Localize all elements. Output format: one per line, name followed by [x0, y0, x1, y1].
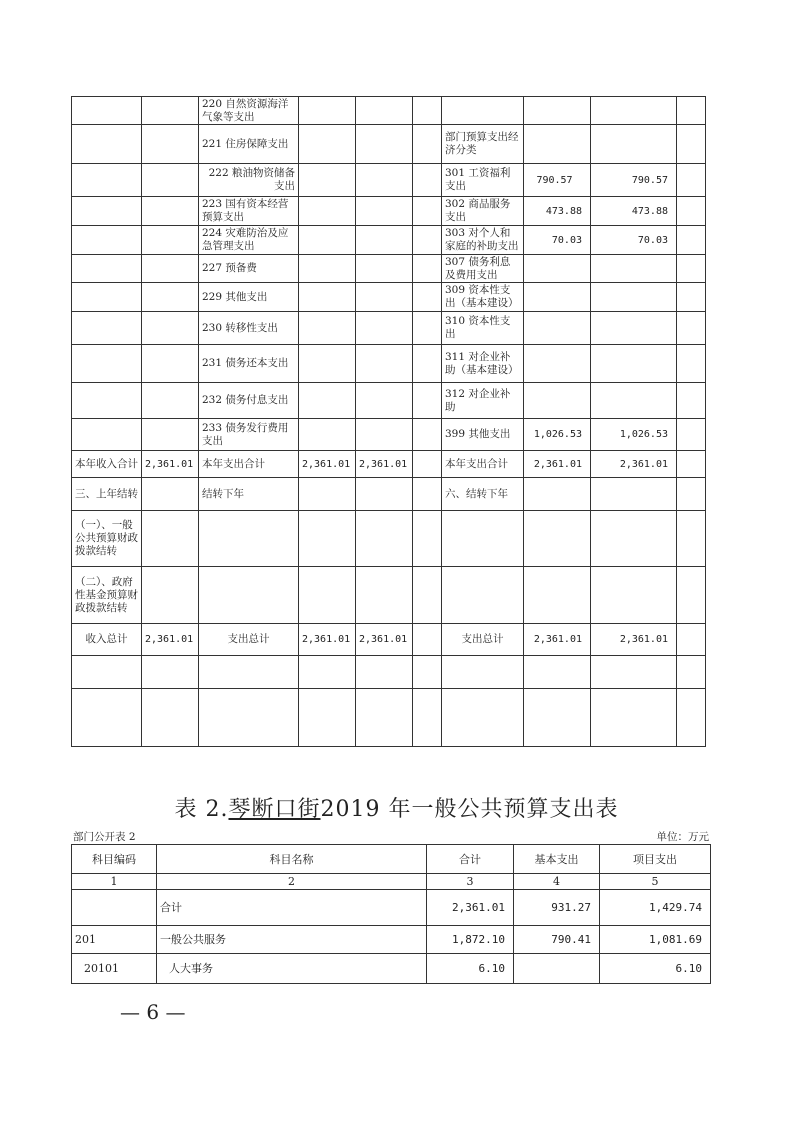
cell-c4: [299, 419, 356, 451]
cell-c4: [299, 255, 356, 283]
table-row: [72, 312, 706, 345]
cell-c5: [356, 197, 413, 226]
cell-c3: 223 国有资本经营预算支出: [199, 197, 299, 226]
row-basic: 790.41: [514, 926, 600, 954]
cell-c2: [142, 383, 199, 419]
cell-c1: [72, 312, 142, 345]
cell-c2: [142, 511, 199, 567]
income-expense-summary-table: [71, 96, 706, 747]
unit-label: 单位：万元: [656, 831, 709, 843]
cell-c8: [524, 345, 591, 383]
column-number-row: [72, 874, 711, 890]
row-code: 201: [72, 926, 157, 954]
cell-c6: [413, 511, 442, 567]
cell-c1: [72, 197, 142, 226]
table-row: [72, 689, 706, 747]
cell-c7: 309 资本性支出（基本建设）: [442, 283, 524, 312]
cell-c10: [677, 383, 706, 419]
cell-c7: 部门预算支出经济分类: [442, 125, 524, 164]
cell-c10: [677, 689, 706, 747]
cell-c9: [591, 125, 677, 164]
cell-c6: [413, 624, 442, 656]
table-row: [72, 197, 706, 226]
cell-c4: [299, 226, 356, 255]
cell-c1: [72, 164, 142, 197]
cell-c6: [413, 197, 442, 226]
cell-c8: [524, 283, 591, 312]
cell-c9: 473.88: [591, 197, 677, 226]
cell-c1: [72, 255, 142, 283]
cell-c6: [413, 283, 442, 312]
cell-c6: [413, 451, 442, 478]
cell-c8: 2,361.01: [524, 624, 591, 656]
cell-c5: [356, 478, 413, 511]
cell-c6: [413, 255, 442, 283]
table-row: [72, 125, 706, 164]
cell-c9: [591, 345, 677, 383]
header-basic: 基本支出: [514, 845, 600, 874]
table-row: [72, 478, 706, 511]
cell-c9: [591, 511, 677, 567]
cell-c6: [413, 419, 442, 451]
cell-c3: 232 债务付息支出: [199, 383, 299, 419]
row-name: 一般公共服务: [157, 926, 427, 954]
cell-c2: [142, 419, 199, 451]
cell-c8: [524, 383, 591, 419]
table-row: [72, 511, 706, 567]
cell-c7: 六、结转下年: [442, 478, 524, 511]
row-code: [72, 890, 157, 926]
cell-c3: 230 转移性支出: [199, 312, 299, 345]
cell-c8: [524, 312, 591, 345]
cell-c10: [677, 164, 706, 197]
cell-c4: [299, 283, 356, 312]
page-number: — 6 —: [120, 1000, 186, 1024]
cell-c4: [299, 656, 356, 689]
cell-c10: [677, 125, 706, 164]
cell-c10: [677, 478, 706, 511]
cell-c1: [72, 656, 142, 689]
cell-c5: 2,361.01: [356, 624, 413, 656]
cell-c8: 790.57: [524, 164, 591, 197]
cell-c5: [356, 255, 413, 283]
cell-c1: [72, 689, 142, 747]
cell-c1: [72, 419, 142, 451]
cell-c10: [677, 197, 706, 226]
header-code: 科目编码: [72, 845, 157, 874]
cell-c4: [299, 511, 356, 567]
cell-c9: 2,361.01: [591, 624, 677, 656]
cell-c1: 收入总计: [72, 624, 142, 656]
cell-c6: [413, 567, 442, 624]
table-row: [72, 226, 706, 255]
table-row: [72, 656, 706, 689]
cell-c1: [72, 283, 142, 312]
cell-c6: [413, 656, 442, 689]
cell-c7: 307 债务利息及费用支出: [442, 255, 524, 283]
cell-c9: [591, 478, 677, 511]
cell-c5: [356, 419, 413, 451]
cell-c5: [356, 511, 413, 567]
cell-c4: [299, 197, 356, 226]
cell-c2: [142, 255, 199, 283]
cell-c4: 2,361.01: [299, 624, 356, 656]
cell-c9: 2,361.01: [591, 451, 677, 478]
cell-c7: 312 对企业补助: [442, 383, 524, 419]
cell-c10: [677, 567, 706, 624]
cell-c7: 302 商品服务支出: [442, 197, 524, 226]
cell-c4: [299, 567, 356, 624]
cell-c5: [356, 689, 413, 747]
cell-c2: 2,361.01: [142, 624, 199, 656]
cell-c5: 2,361.01: [356, 451, 413, 478]
cell-c10: [677, 312, 706, 345]
cell-c9: [591, 255, 677, 283]
cell-c4: [299, 345, 356, 383]
header-name: 科目名称: [157, 845, 427, 874]
table-row: [72, 255, 706, 283]
cell-c4: [299, 312, 356, 345]
table-row: [72, 926, 711, 954]
cell-c8: [524, 567, 591, 624]
cell-c8: 2,361.01: [524, 451, 591, 478]
table-row: [72, 954, 711, 984]
cell-c8: 1,026.53: [524, 419, 591, 451]
table-row: [72, 890, 711, 926]
cell-c10: [677, 451, 706, 478]
cell-c9: 1,026.53: [591, 419, 677, 451]
cell-c1: （二）、政府性基金预算财政拨款结转: [72, 567, 142, 624]
cell-c2: [142, 164, 199, 197]
cell-c9: [591, 312, 677, 345]
cell-c8: [524, 125, 591, 164]
cell-c6: [413, 226, 442, 255]
cell-c8: [524, 511, 591, 567]
table-row: [72, 164, 706, 197]
cell-c6: [413, 478, 442, 511]
cell-c3: 233 债务发行费用支出: [199, 419, 299, 451]
cell-c7: 399 其他支出: [442, 419, 524, 451]
table-row: [72, 567, 706, 624]
cell-c7: 本年支出合计: [442, 451, 524, 478]
cell-c6: [413, 383, 442, 419]
cell-c2: [142, 312, 199, 345]
cell-c10: [677, 511, 706, 567]
cell-c2: [142, 689, 199, 747]
cell-c6: [413, 164, 442, 197]
col-number: 3: [427, 874, 514, 890]
cell-c7: 301 工资福利支出: [442, 164, 524, 197]
cell-c7: [442, 511, 524, 567]
table-row: [72, 419, 706, 451]
row-name: 合计: [157, 890, 427, 926]
cell-c1: 本年收入合计: [72, 451, 142, 478]
cell-c2: [142, 656, 199, 689]
row-basic: 931.27: [514, 890, 600, 926]
cell-c4: 2,361.01: [299, 451, 356, 478]
cell-c10: [677, 624, 706, 656]
cell-c2: 2,361.01: [142, 451, 199, 478]
cell-c1: [72, 125, 142, 164]
cell-c9: [591, 383, 677, 419]
cell-c4: [299, 125, 356, 164]
cell-c5: [356, 164, 413, 197]
cell-c8: [524, 255, 591, 283]
table-row: [72, 624, 706, 656]
cell-c1: 三、上年结转: [72, 478, 142, 511]
col-number: 1: [72, 874, 157, 890]
cell-c3: [199, 511, 299, 567]
cell-c7: [442, 656, 524, 689]
cell-c3: 支出总计: [199, 624, 299, 656]
cell-c6: [413, 689, 442, 747]
cell-c7: [442, 97, 524, 125]
form-number: 部门公开表 2: [73, 831, 136, 843]
cell-c2: [142, 567, 199, 624]
title-prefix: 表 2.: [174, 797, 229, 822]
table-row: [72, 283, 706, 312]
cell-c2: [142, 197, 199, 226]
row-code: 20101: [72, 954, 157, 984]
cell-c9: 70.03: [591, 226, 677, 255]
cell-c7: 310 资本性支出: [442, 312, 524, 345]
cell-c10: [677, 419, 706, 451]
cell-c1: [72, 97, 142, 125]
cell-c3: [199, 689, 299, 747]
cell-c4: [299, 689, 356, 747]
cell-c3: 220 自然资源海洋气象等支出: [199, 97, 299, 125]
cell-c8: [524, 478, 591, 511]
cell-c9: 790.57: [591, 164, 677, 197]
cell-c3: 221 住房保障支出: [199, 125, 299, 164]
cell-c7: 303 对个人和家庭的补助支出: [442, 226, 524, 255]
cell-c9: [591, 283, 677, 312]
cell-c7: [442, 567, 524, 624]
cell-c10: [677, 283, 706, 312]
cell-c1: [72, 383, 142, 419]
cell-c8: 70.03: [524, 226, 591, 255]
cell-c6: [413, 345, 442, 383]
cell-c2: [142, 478, 199, 511]
general-budget-expenditure-table: [71, 844, 711, 984]
row-total: 2,361.01: [427, 890, 514, 926]
cell-c8: [524, 689, 591, 747]
header-total: 合计: [427, 845, 514, 874]
table-row: [72, 345, 706, 383]
cell-c10: [677, 97, 706, 125]
cell-c3: 229 其他支出: [199, 283, 299, 312]
title-suffix: 2019 年一般公共预算支出表: [320, 797, 619, 822]
cell-c2: [142, 345, 199, 383]
cell-c7: [442, 689, 524, 747]
cell-c4: [299, 97, 356, 125]
cell-c9: [591, 689, 677, 747]
row-project: 1,429.74: [600, 890, 711, 926]
row-project: 6.10: [600, 954, 711, 984]
cell-c4: [299, 164, 356, 197]
col-number: 5: [600, 874, 711, 890]
table-row: [72, 97, 706, 125]
cell-c3: 224 灾难防治及应急管理支出: [199, 226, 299, 255]
cell-c7: 311 对企业补助（基本建设）: [442, 345, 524, 383]
row-total: 1,872.10: [427, 926, 514, 954]
col-number: 4: [514, 874, 600, 890]
cell-c5: [356, 97, 413, 125]
cell-c1: [72, 226, 142, 255]
cell-c7: 支出总计: [442, 624, 524, 656]
cell-c5: [356, 345, 413, 383]
cell-c2: [142, 97, 199, 125]
cell-c2: [142, 283, 199, 312]
cell-c8: [524, 97, 591, 125]
cell-c8: 473.88: [524, 197, 591, 226]
cell-c9: [591, 656, 677, 689]
cell-c9: [591, 567, 677, 624]
cell-c2: [142, 125, 199, 164]
cell-c5: [356, 226, 413, 255]
cell-c10: [677, 226, 706, 255]
row-name: 人大事务: [157, 954, 427, 984]
cell-c3: 231 债务还本支出: [199, 345, 299, 383]
header-row: [72, 845, 711, 874]
cell-c10: [677, 345, 706, 383]
col-number: 2: [157, 874, 427, 890]
row-basic: [514, 954, 600, 984]
cell-c3: 本年支出合计: [199, 451, 299, 478]
cell-c10: [677, 656, 706, 689]
row-project: 1,081.69: [600, 926, 711, 954]
cell-c6: [413, 125, 442, 164]
table2-title: [0, 792, 793, 823]
cell-c6: [413, 97, 442, 125]
cell-c5: [356, 312, 413, 345]
cell-c5: [356, 125, 413, 164]
cell-c1: [72, 345, 142, 383]
cell-c5: [356, 283, 413, 312]
cell-c4: [299, 383, 356, 419]
cell-c10: [677, 255, 706, 283]
cell-c1: （一）、一般公共预算财政拨款结转: [72, 511, 142, 567]
header-project: 项目支出: [600, 845, 711, 874]
cell-c5: [356, 383, 413, 419]
cell-c5: [356, 567, 413, 624]
cell-c3: [199, 567, 299, 624]
table-row: [72, 451, 706, 478]
cell-c3: 222 粮油物资储备支出: [199, 164, 299, 197]
cell-c4: [299, 478, 356, 511]
cell-c9: [591, 97, 677, 125]
cell-c3: 结转下年: [199, 478, 299, 511]
cell-c5: [356, 656, 413, 689]
cell-c3: 227 预备费: [199, 255, 299, 283]
title-organization: 琴断口街: [228, 797, 321, 822]
cell-c8: [524, 656, 591, 689]
table-row: [72, 383, 706, 419]
cell-c2: [142, 226, 199, 255]
cell-c3: [199, 656, 299, 689]
row-total: 6.10: [427, 954, 514, 984]
cell-c6: [413, 312, 442, 345]
